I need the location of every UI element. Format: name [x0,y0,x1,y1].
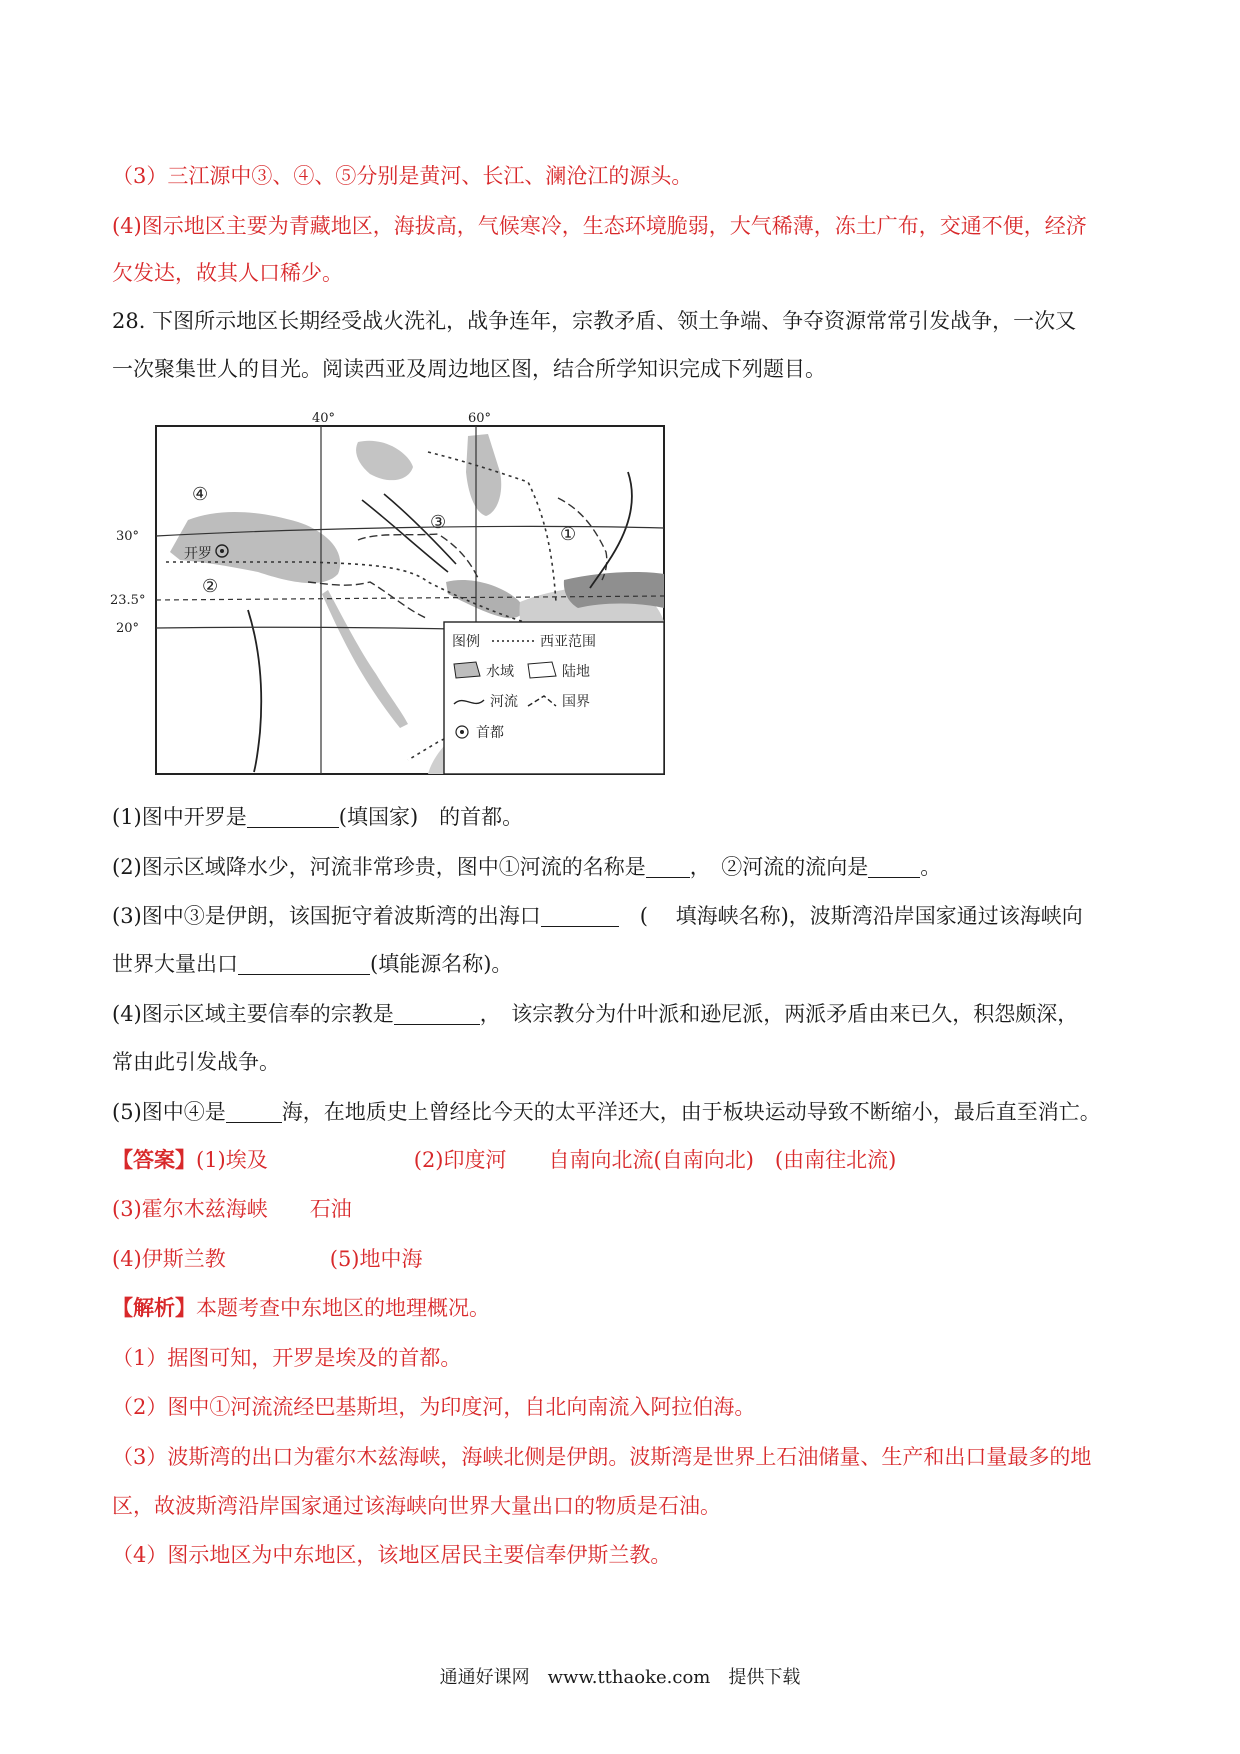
marker-4: ④ [192,484,209,505]
blank-3a [541,904,619,927]
legend-water: 水域 [486,664,514,680]
blank-3b [238,952,370,975]
blank-2a [646,855,690,878]
question-3-line2: 世界大量出口 (填能源名称)。 [112,952,513,976]
blank-2b [868,855,920,878]
blank-1 [247,805,339,828]
analysis-3-line2: 区，故波斯湾沿岸国家通过该海峡向世界大量出口的物质是石油。 [112,1494,721,1518]
pakistan-shade [564,572,664,608]
longitude-label-40: 40° [312,412,336,426]
answer-label: 【答案】 [112,1147,196,1172]
question-2: (2)图示区域降水少，河流非常珍贵，图中①河流的名称是 ， ②河流的流向是 。 [112,855,942,879]
legend-land: 陆地 [562,664,590,680]
west-asia-map [108,412,688,788]
city-label-cairo: 开罗 [184,546,212,562]
marker-3: ③ [430,512,447,533]
prev-answer-4-line1: (4)图示地区主要为青藏地区，海拔高，气候寒冷，生态环境脆弱，大气稀薄，冻土广布，交通不便，经济 [112,214,1087,238]
question-1: (1)图中开罗是 (填国家) 的首都。 [112,805,524,829]
latitude-label-20: 20° [116,621,140,636]
blank-4 [394,1002,480,1025]
page-footer: 通通好课网 www.tthaoke.com 提供下载 [439,1667,801,1688]
analysis-4: （4）图示地区为中东地区，该地区居民主要信奉伊斯兰教。 [112,1543,672,1567]
prev-answer-3: （3）三江源中③、④、⑤分别是黄河、长江、澜沧江的源头。 [112,164,693,188]
question-3-line1: (3)图中③是伊朗，该国扼守着波斯湾的出海口 ( 填海峡名称)，波斯湾沿岸国家通过该海峡向 [112,904,1083,928]
answer-line3: (4)伊斯兰教 (5)地中海 [112,1247,423,1271]
question-stem-line1: 28. 下图所示地区长期经受战火洗礼，战争连年，宗教矛盾、领土争端、争夺资源常常引发战争，一次又 [112,309,1077,333]
latitude-label-30: 30° [116,529,140,544]
legend-border: 国界 [562,694,590,710]
question-4-line1: (4)图示区域主要信奉的宗教是 ， 该宗教分为什叶派和逊尼派，两派矛盾由来已久，积怨颇深， [112,1002,1079,1026]
question-stem-line2: 一次聚集世人的目光。阅读西亚及周边地区图，结合所学知识完成下列题目。 [112,357,826,381]
question-5: (5)图中④是 海，在地质史上曾经比今天的太平洋还大，由于板块运动导致不断缩小，最后直至消亡。 [112,1100,1101,1124]
legend-capital: 首都 [476,725,504,741]
analysis-3-line1: （3）波斯湾的出口为霍尔木兹海峡，海峡北侧是伊朗。波斯湾是世界上石油储量、生产和出口量最多的地 [112,1445,1092,1469]
latitude-label-23-5: 23.5° [110,593,146,608]
legend-title: 图例 [452,634,480,650]
legend-river: 河流 [490,694,518,710]
answer-line1: 【答案】(1)埃及 (2)印度河 自南向北流(自南向北) (由南往北流) [112,1147,897,1172]
longitude-label-60: 60° [468,412,492,426]
legend-region: 西亚范围 [540,634,596,650]
answer-3: (3)霍尔木兹海峡 石油 [112,1197,352,1221]
analysis-1: （1）据图可知，开罗是埃及的首都。 [112,1346,462,1370]
map-legend [444,622,664,774]
prev-answer-4-line2: 欠发达，故其人口稀少。 [112,261,343,285]
marker-1: ① [560,524,577,545]
blank-5 [226,1100,282,1123]
analysis-2: （2）图中①河流流经巴基斯坦，为印度河，自北向南流入阿拉伯海。 [112,1395,756,1419]
marker-2: ② [202,576,219,597]
analysis-label: 【解析】 [112,1295,196,1320]
analysis-intro: 【解析】本题考查中东地区的地理概况。 [112,1295,490,1320]
question-4-line2: 常由此引发战争。 [112,1050,280,1074]
